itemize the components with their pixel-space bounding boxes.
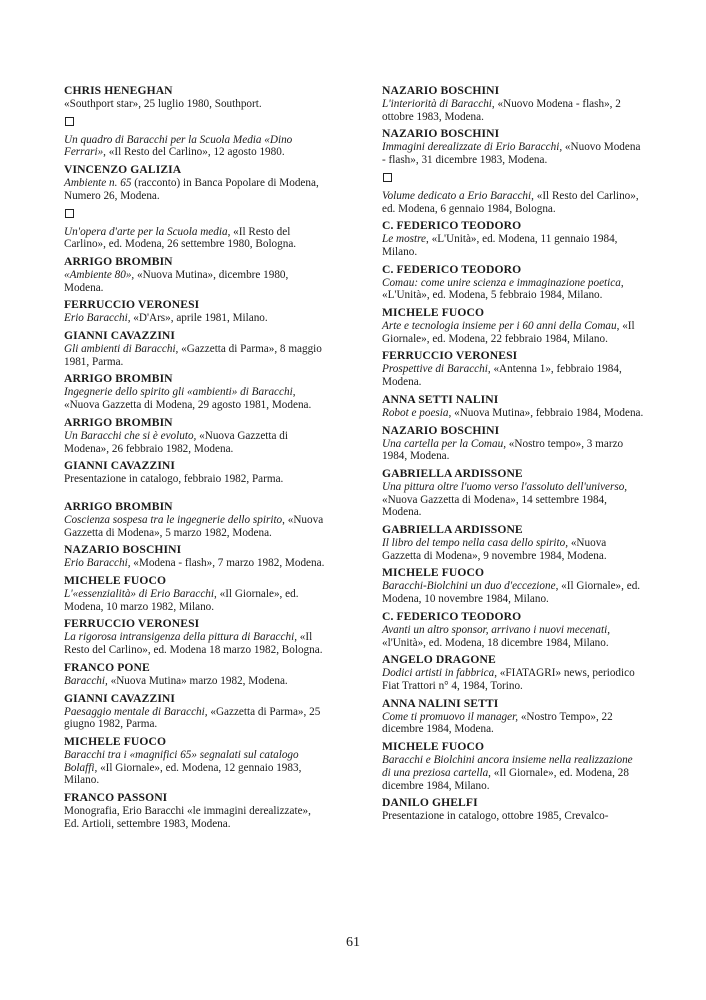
bibliography-entry xyxy=(382,523,644,562)
citation-title: Il libro del tempo nella casa dello spirito, xyxy=(382,537,569,550)
citation-title: Ingegnerie dello spirito gli «ambienti» di Baracchi xyxy=(64,386,293,399)
entry-citation xyxy=(382,233,644,258)
entry-citation xyxy=(64,631,326,656)
entry-author: MICHELE FUOCO xyxy=(64,574,167,588)
citation-details: , «Nuovo Modena - flash», 2 ottobre 1983, Modena. xyxy=(382,98,621,123)
citation-title: Robot e poesia, xyxy=(382,406,452,419)
bibliography-entry xyxy=(64,255,326,294)
entry-author: MICHELE FUOCO xyxy=(382,306,485,320)
bibliography-entry xyxy=(382,610,644,649)
citation-details: , «Il Giornale», ed. Modena, 22 febbraio 1984, Milano. xyxy=(382,320,635,345)
citation-title: Baracchi, xyxy=(64,674,108,687)
citation-details: «Nuova Mutina», dicembre 1980, Modena. xyxy=(64,268,289,294)
entry-author: NAZARIO BOSCHINI xyxy=(64,543,182,557)
citation-details: «Nuova Gazzetta di Modena», 14 settembre 1984, Modena. xyxy=(382,493,607,519)
bibliography-entry xyxy=(64,163,326,202)
entry-citation xyxy=(64,134,326,159)
bibliography-entry xyxy=(382,796,644,823)
entry-citation xyxy=(64,588,326,613)
bibliography-entry xyxy=(64,84,326,111)
entry-author: C. FEDERICO TEODORO xyxy=(382,609,522,623)
citation-details: «Nuova Gazzetta di Modena», 26 febbraio 1982, Modena. xyxy=(64,429,288,455)
citation-title: La rigorosa intransigenza della pittura di Baracchi xyxy=(64,631,295,644)
entry-citation xyxy=(382,711,644,736)
bibliography-entry xyxy=(64,372,326,411)
citation-details: «Il Giornale», ed. Modena, 12 gennaio 1983, Milano. xyxy=(64,761,302,787)
entry-citation xyxy=(64,675,326,688)
citation-title: Ambiente n. 65 xyxy=(64,177,132,190)
entry-citation xyxy=(382,624,644,649)
entry-citation xyxy=(382,407,644,420)
entry-citation xyxy=(382,667,644,692)
citation-details: , «FIATAGRI» news, periodico Fiat Trattori n° 4, 1984, Torino. xyxy=(382,667,635,692)
citation-details: «Nuova Gazzetta di Modena», 9 novembre 1984, Modena. xyxy=(382,537,607,562)
bibliography-entry xyxy=(64,207,326,251)
citation-details: Presentazione in catalogo, ottobre 1985, Crevalco- xyxy=(382,810,609,823)
page-number: 61 xyxy=(346,935,360,950)
bibliography-entry xyxy=(382,84,644,123)
citation-title: Comau: come unire scienza e immaginazione poetica xyxy=(382,276,621,289)
citation-title: Una cartella per la Comau, xyxy=(382,437,506,450)
entry-author: ARRIGO BROMBIN xyxy=(64,254,173,268)
citation-title: Prospettive di Baracchi xyxy=(382,363,488,376)
citation-title: Baracchi-Biolchini un duo d'eccezione xyxy=(382,580,556,593)
bibliography-entry xyxy=(382,171,644,215)
citation-details: , «Il Giornale», ed. Modena, 10 novembre 1984, Milano. xyxy=(382,580,641,606)
entry-author: FERRUCCIO VERONESI xyxy=(64,298,200,312)
citation-details: , «Il Giornale», ed. Modena, 10 marzo 1982, Milano. xyxy=(64,588,299,613)
citation-details: , «Il Resto del Carlino», ed. Modena, 6 gennaio 1984, Bologna. xyxy=(382,189,639,215)
entry-citation xyxy=(64,386,326,411)
bibliography-entry xyxy=(64,574,326,613)
left-column xyxy=(64,84,326,835)
entry-author: C. FEDERICO TEODORO xyxy=(382,219,522,233)
bibliography-entry xyxy=(64,459,326,486)
citation-title: Erio Baracchi, xyxy=(64,312,131,325)
citation-details: «Nuovo Modena - flash», 31 dicembre 1983, Modena. xyxy=(382,141,641,167)
citation-details: (racconto) in Banca Popolare di Modena, Numero 26, Modena. xyxy=(64,177,319,202)
citation-details: Presentazione in catalogo, febbraio 1982, Parma. xyxy=(64,473,284,486)
citation-title: Immagini derealizzate di Erio Baracchi, xyxy=(382,141,563,154)
entry-citation xyxy=(382,98,644,123)
entry-citation xyxy=(64,473,326,486)
citation-title: Le mostre xyxy=(382,233,427,246)
citation-title: Un Baracchi che si è evoluto, xyxy=(64,429,197,442)
citation-title: Erio Baracchi, xyxy=(64,557,131,570)
entry-author: GIANNI CAVAZZINI xyxy=(64,459,176,473)
bibliography-entry xyxy=(382,653,644,692)
citation-title: Una pittura oltre l'uomo verso l'assoluto dell'universo, xyxy=(382,480,628,493)
citation-details: «Modena - flash», 7 marzo 1982, Modena. xyxy=(130,557,325,570)
bibliography-entry xyxy=(382,393,644,420)
citation-details: «Nostro tempo», 3 marzo 1984, Modena. xyxy=(382,437,624,463)
citation-title: Volume dedicato a Erio Baracchi xyxy=(382,189,532,202)
citation-details: «Nostro Tempo», 22 dicembre 1984, Modena. xyxy=(382,710,613,736)
citation-details: , «L'Unità», ed. Modena, 5 febbraio 1984, Milano. xyxy=(382,276,624,302)
citation-details: , «Antenna 1», febbraio 1984, Modena. xyxy=(382,363,622,389)
citation-details: , «Il Giornale», ed. Modena, 28 dicembre 1984, Milano. xyxy=(382,766,629,792)
citation-title: Baracchi e Biolchini ancora insieme nella realizzazione di una preziosa cartella xyxy=(382,754,633,779)
entry-author: ARRIGO BROMBIN xyxy=(64,415,173,429)
bibliography-entry xyxy=(382,349,644,388)
entry-citation xyxy=(382,190,644,215)
entry-author: FERRUCCIO VERONESI xyxy=(382,349,518,363)
citation-details: «Gazzetta di Parma», 25 giugno 1982, Parma. xyxy=(64,705,321,731)
entry-citation xyxy=(382,438,644,463)
entry-citation xyxy=(64,557,326,570)
citation-title: L'«essenzialità» di Erio Baracchi xyxy=(64,588,214,601)
bibliography-entry xyxy=(382,306,644,345)
bibliography-entry xyxy=(64,735,326,787)
citation-title: L'interiorità di Baracchi xyxy=(382,98,492,110)
bibliography-entry xyxy=(382,263,644,302)
entry-author: ANNA NALINI SETTI xyxy=(382,696,499,710)
citation-title: Paesaggio mentale di Baracchi, xyxy=(64,705,208,718)
citation-details: , «Il Resto del Carlino», ed. Modena, 26 settembre 1980, Bologna. xyxy=(64,225,297,251)
bibliography-entry xyxy=(64,617,326,656)
entry-citation xyxy=(382,580,644,605)
entry-author: MICHELE FUOCO xyxy=(382,740,485,754)
entry-author: NAZARIO BOSCHINI xyxy=(382,84,500,97)
entry-author: NAZARIO BOSCHINI xyxy=(382,423,500,437)
bibliography-entry xyxy=(64,791,326,830)
entry-author: MICHELE FUOCO xyxy=(64,734,167,748)
entry-citation xyxy=(64,430,326,455)
citation-details: Monografia, Erio Baracchi «le immagini derealizzate», Ed. Artioli, settembre 1983, Modena. xyxy=(64,805,311,830)
entry-author: GABRIELLA ARDISSONE xyxy=(382,466,523,480)
entry-citation xyxy=(382,320,644,345)
citation-details: , «l'Unità», ed. Modena, 18 dicembre 1984, Milano. xyxy=(382,623,610,649)
bibliography-entry xyxy=(382,566,644,605)
citation-title: Baracchi tra i «magnifici 65» segnalati sul catalogo Bolaffi, xyxy=(64,748,299,774)
entry-author: MICHELE FUOCO xyxy=(382,566,485,580)
citation-title: Dodici artisti in fabbrica xyxy=(382,667,495,680)
citation-title: Come ti promuovo il manager, xyxy=(382,710,519,723)
square-bullet-icon xyxy=(65,209,74,218)
entry-citation xyxy=(382,141,644,166)
bibliography-entry xyxy=(382,697,644,736)
citation-title: Coscienza sospesa tra le ingegnerie dello spirito xyxy=(64,513,283,526)
citation-details: «D'Ars», aprile 1981, Milano. xyxy=(130,312,268,325)
entry-citation xyxy=(64,269,326,294)
entry-author: VINCENZO GALIZIA xyxy=(64,163,182,177)
entry-citation xyxy=(382,810,644,823)
entry-citation xyxy=(382,754,644,792)
bibliography-entry xyxy=(64,115,326,159)
entry-citation xyxy=(64,312,326,325)
entry-citation xyxy=(64,226,326,251)
entry-author: ANNA SETTI NALINI xyxy=(382,392,499,406)
entry-citation xyxy=(64,749,326,787)
entry-author: NAZARIO BOSCHINI xyxy=(382,127,500,141)
citation-details: , «L'Unità», ed. Modena, 11 gennaio 1984, Milano. xyxy=(382,233,618,258)
citation-details: «Nuova Mutina» marzo 1982, Modena. xyxy=(107,674,288,687)
entry-author: GABRIELLA ARDISSONE xyxy=(382,523,523,537)
entry-citation xyxy=(64,514,326,539)
citation-title: Gli ambienti di Baracchi, xyxy=(64,343,179,356)
entry-author: ANGELO DRAGONE xyxy=(382,653,496,667)
citation-details: , «Nuova Gazzetta di Modena», 5 marzo 1982, Modena. xyxy=(64,513,324,539)
bibliography-entry xyxy=(64,298,326,325)
entry-author: CHRIS HENEGHAN xyxy=(64,84,173,97)
entry-author: FRANCO PONE xyxy=(64,660,150,674)
entry-author: ARRIGO BROMBIN xyxy=(64,372,173,386)
entry-author: GIANNI CAVAZZINI xyxy=(64,691,176,705)
citation-title: Un quadro di Baracchi per la Scuola Media «Dino Ferrari» xyxy=(64,133,293,159)
entry-citation xyxy=(64,805,326,830)
entry-citation xyxy=(382,481,644,519)
citation-details: , «Il Resto del Carlino», 12 agosto 1980. xyxy=(103,146,285,159)
square-bullet-icon xyxy=(65,117,74,126)
bibliography-entry xyxy=(64,416,326,455)
citation-details: , «Il Resto del Carlino», ed. Modena 18 marzo 1982, Bologna. xyxy=(64,631,323,657)
entry-author: DANILO GHELFI xyxy=(382,796,478,810)
entry-citation xyxy=(382,537,644,562)
bibliography-entry xyxy=(64,329,326,368)
citation-title: «Ambiente 80», xyxy=(64,268,135,281)
entry-author: ARRIGO BROMBIN xyxy=(64,499,173,513)
right-column xyxy=(382,84,644,827)
bibliography-entry xyxy=(64,543,326,570)
entry-citation xyxy=(382,277,644,302)
citation-title: Avanti un altro sponsor, arrivano i nuovi mecenati xyxy=(382,623,608,636)
citation-title: Arte e tecnologia insieme per i 60 anni della Comau xyxy=(382,320,617,333)
entry-author: GIANNI CAVAZZINI xyxy=(64,329,176,343)
entry-author: C. FEDERICO TEODORO xyxy=(382,262,522,276)
bibliography-entry xyxy=(64,500,326,539)
square-bullet-icon xyxy=(383,173,392,182)
citation-details: «Nuova Mutina», febbraio 1984, Modena. xyxy=(451,406,644,419)
bibliography-entry xyxy=(382,467,644,519)
citation-title: Un'opera d'arte per la Scuola media xyxy=(64,225,228,238)
bibliography-entry xyxy=(382,127,644,166)
entry-author: FERRUCCIO VERONESI xyxy=(64,617,200,631)
entry-citation xyxy=(64,706,326,731)
entry-author: FRANCO PASSONI xyxy=(64,791,168,805)
bibliography-entry xyxy=(64,692,326,731)
citation-details: «Southport star», 25 luglio 1980, Southport. xyxy=(64,98,262,110)
entry-citation xyxy=(64,343,326,368)
bibliography-entry xyxy=(382,740,644,792)
entry-citation xyxy=(64,177,326,202)
bibliography-entry xyxy=(382,219,644,258)
citation-details: , «Nuova Gazzetta di Modena, 29 agosto 1981, Modena. xyxy=(64,386,312,412)
entry-citation xyxy=(382,363,644,388)
bibliography-entry xyxy=(64,661,326,688)
citation-details: «Gazzetta di Parma», 8 maggio 1981, Parma. xyxy=(64,343,322,368)
bibliography-entry xyxy=(382,424,644,463)
entry-citation xyxy=(64,98,326,111)
